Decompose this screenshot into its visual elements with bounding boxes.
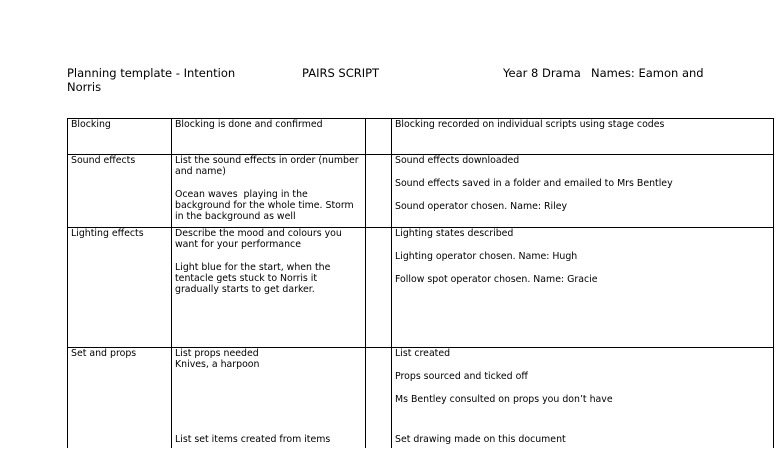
- row-label: Sound effects: [71, 155, 136, 166]
- blank-cell: [365, 155, 391, 228]
- table-border-right: [773, 118, 774, 448]
- task-cell: List the sound effects in order (number and name) Ocean waves playing in the background for the whole time. Storm in the background as well: [175, 155, 362, 222]
- year-group: Year 8 Drama: [503, 66, 581, 80]
- table-row: [67, 118, 774, 155]
- table-row: [67, 227, 774, 348]
- row-label: Set and props: [71, 348, 137, 359]
- blank-cell: [365, 348, 391, 449]
- names-continued: Norris: [67, 80, 102, 94]
- blank-cell: [365, 119, 391, 155]
- column-divider: [171, 118, 172, 448]
- table-row: [67, 154, 774, 228]
- task-cell: Describe the mood and colours you want for your performance Light blue for the start, when the tentacle gets stuck to Norris it gradually starts to get darker.: [175, 228, 345, 295]
- task-cell: List props needed Knives, a harpoon List set items created from items: [175, 348, 331, 445]
- checks-cell: Sound effects downloaded Sound effects saved in a folder and emailed to Mrs Bentley Sound operator chosen. Name: Riley: [395, 155, 673, 212]
- table-row: [67, 347, 774, 449]
- table-border-left: [67, 118, 68, 448]
- document-title: Planning template - Intention: [67, 66, 236, 80]
- row-label: Lighting effects: [71, 228, 144, 239]
- column-divider: [365, 118, 366, 448]
- script-type: PAIRS SCRIPT: [302, 66, 380, 80]
- blank-cell: [365, 228, 391, 348]
- names-label: Names: Eamon and: [591, 66, 704, 80]
- checks-cell: List created Props sourced and ticked off Ms Bentley consulted on props you don’t have Set drawing made on this document: [395, 348, 613, 445]
- planning-table: [67, 118, 774, 448]
- column-divider: [391, 118, 392, 448]
- row-label: Blocking: [71, 119, 111, 130]
- checks-cell: Blocking recorded on individual scripts using stage codes: [395, 119, 665, 130]
- task-cell: Blocking is done and confirmed: [175, 119, 323, 130]
- checks-cell: Lighting states described Lighting operator chosen. Name: Hugh Follow spot operator chosen. Name: Gracie: [395, 228, 598, 285]
